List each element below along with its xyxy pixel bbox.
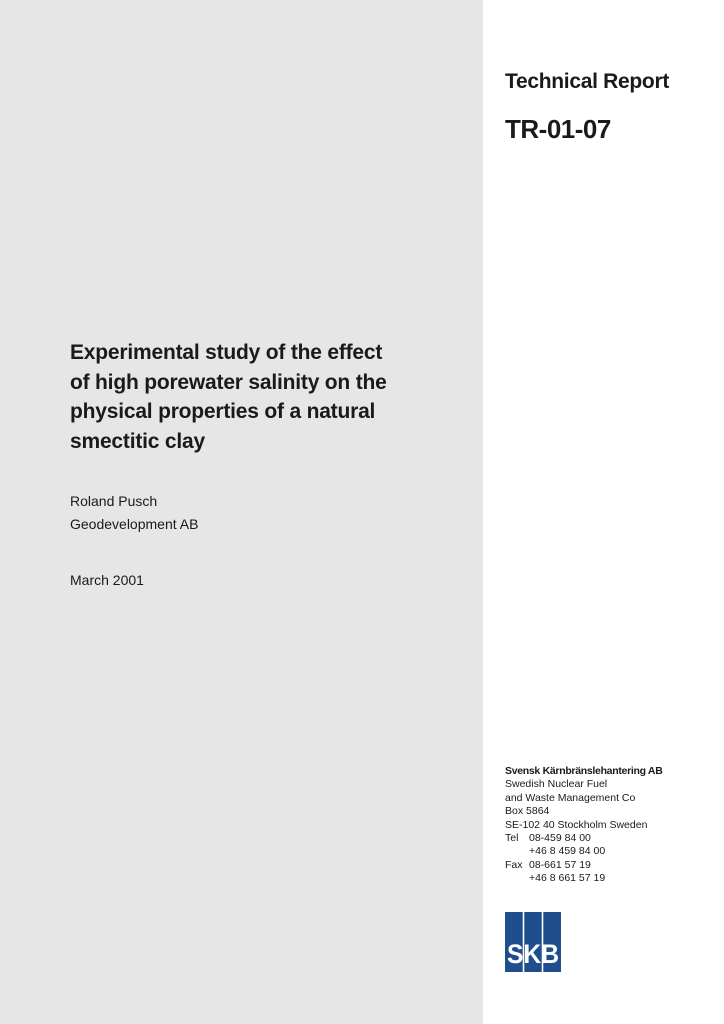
tel-number-intl: +46 8 459 84 00 bbox=[529, 845, 606, 858]
address-line: Box 5864 bbox=[505, 805, 550, 818]
tel-label: Tel bbox=[505, 832, 519, 845]
author-affiliation: Geodevelopment AB bbox=[70, 516, 199, 532]
report-type: Technical Report bbox=[505, 70, 670, 93]
phone-row bbox=[505, 832, 705, 845]
fax-number: 08-661 57 19 bbox=[529, 858, 591, 871]
author-name: Roland Pusch bbox=[70, 493, 158, 509]
publisher-company: Svensk Kärnbränslehantering AB bbox=[505, 765, 663, 777]
title-line: physical properties of a natural bbox=[70, 400, 376, 423]
publisher-address bbox=[505, 765, 705, 886]
fax-label: Fax bbox=[505, 858, 523, 871]
title-line: Experimental study of the effect bbox=[70, 341, 383, 364]
address-line: SE-102 40 Stockholm Sweden bbox=[505, 818, 648, 831]
skb-logo bbox=[505, 912, 561, 972]
phone-row-intl bbox=[505, 845, 705, 858]
fax-row-intl bbox=[505, 872, 705, 885]
svg-text:SKB: SKB bbox=[507, 939, 559, 969]
title-line: of high porewater salinity on the bbox=[70, 370, 387, 394]
document-title bbox=[70, 338, 470, 456]
publication-date: March 2001 bbox=[70, 572, 144, 588]
address-line: Swedish Nuclear Fuel bbox=[505, 778, 608, 791]
title-line: smectitic clay bbox=[70, 429, 205, 453]
address-line: and Waste Management Co bbox=[505, 791, 636, 804]
fax-number-intl: +46 8 661 57 19 bbox=[529, 872, 606, 885]
fax-row bbox=[505, 859, 705, 872]
report-number: TR-01-07 bbox=[505, 114, 611, 144]
tel-number: 08-459 84 00 bbox=[529, 832, 591, 845]
